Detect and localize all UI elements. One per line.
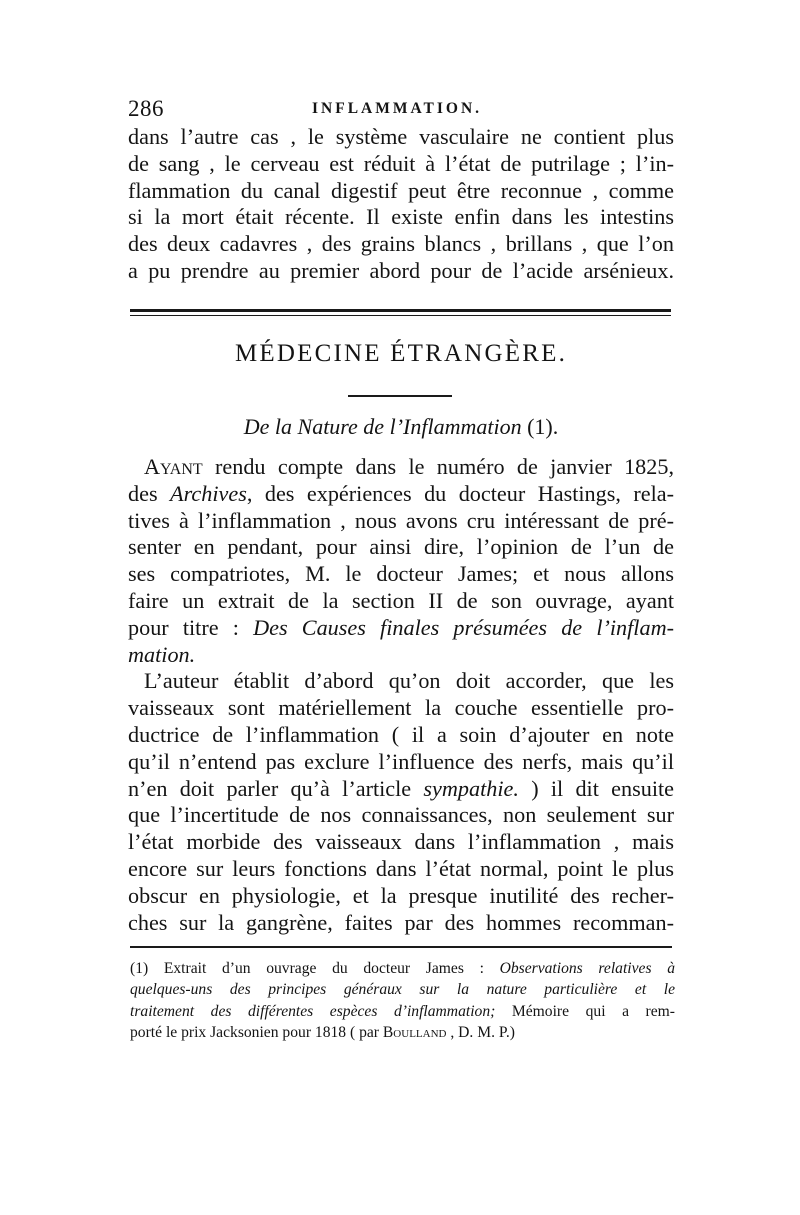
text-segment: Mémoire qui a rem- xyxy=(495,1002,675,1020)
drop-word: Ayant xyxy=(144,454,203,479)
article-body xyxy=(128,454,674,936)
article-title xyxy=(128,414,674,440)
text-line: si la mort était récente. Il existe enfin dans les intestins xyxy=(128,204,674,230)
text-segment: Observations relatives à xyxy=(499,960,676,977)
text-segment: , D. M. P.) xyxy=(446,1024,515,1042)
text-segment: des xyxy=(128,480,171,506)
text-segment: porté le prix Jacksonien pour 1818 ( par xyxy=(130,1024,383,1042)
divider-thick-rule xyxy=(130,309,671,312)
text-line xyxy=(128,776,674,803)
text-line: L’auteur établit d’abord qu’on doit accorder, que les xyxy=(144,668,674,694)
text-line: faire un extrait de la section II de son ouvrage, ayant xyxy=(128,587,674,613)
article-title-text: De la Nature de l’Inflammation xyxy=(243,414,522,439)
text-line: que l’incertitude de nos connaissances, non seulement sur xyxy=(128,802,674,828)
text-line: dans l’autre cas , le système vasculaire ne contient plus xyxy=(128,124,674,149)
text-segment: ) il dit ensuite xyxy=(518,775,674,801)
divider-thin-rule xyxy=(130,315,671,316)
text-line: obscur en physiologie, et la presque inutilité des recher- xyxy=(128,882,674,908)
text-line: des deux cadavres , des grains blancs , brillans , que l’on xyxy=(128,231,674,257)
text-line: ches sur la gangrène, faites par des hommes recomman- xyxy=(128,909,674,935)
text-line: encore sur leurs fonctions dans l’état normal, point le plus xyxy=(128,855,674,881)
text-line: vaisseaux sont matériellement la couche essentielle pro- xyxy=(128,695,674,721)
work-title-end: mation. xyxy=(128,641,196,667)
text-segment: traitement des différentes espèces d’inflammation; xyxy=(130,1002,496,1020)
intro-paragraph xyxy=(128,124,674,285)
footnote xyxy=(130,958,675,1044)
footnote-line xyxy=(130,979,675,1000)
page-number: 286 xyxy=(128,96,164,121)
journal-title: Archives xyxy=(170,480,247,506)
text-segment: (1) Extrait d’un ouvrage du docteur James : xyxy=(130,960,500,977)
text-segment: , des expériences du docteur Hastings, rela- xyxy=(246,480,675,506)
text-line: de sang , le cerveau est réduit à l’état de putrilage ; l’in- xyxy=(128,150,674,176)
text-line xyxy=(128,454,674,481)
text-line: a pu prendre au premier abord pour de l’acide arsénieux. xyxy=(128,257,674,283)
section-title: MÉDECINE ÉTRANGÈRE. xyxy=(234,340,568,367)
title-underline-rule xyxy=(348,395,452,397)
footnote-line xyxy=(130,1022,675,1043)
text-segment: rendu compte dans le numéro de janvier 1825, xyxy=(202,454,674,479)
footnote-line xyxy=(130,958,675,979)
text-line: senter en pendant, pour ainsi dire, l’opinion de l’un de xyxy=(128,534,674,560)
text-line xyxy=(128,615,674,642)
text-line: qu’il n’entend pas exclure l’influence des nerfs, mais qu’il xyxy=(128,748,674,774)
text-line: ductrice de l’inflammation ( il a soin d’ajouter en note xyxy=(128,721,674,747)
author-name: Boulland xyxy=(382,1024,447,1042)
text-line: ses compatriotes, M. le docteur James; et nous allons xyxy=(128,561,674,587)
text-line xyxy=(128,642,674,669)
footnote-rule xyxy=(130,946,672,948)
work-title: Des Causes finales présumées de l’inflam- xyxy=(253,614,674,640)
text-line: l’état morbide des vaisseaux dans l’inflammation , mais xyxy=(128,829,674,855)
italic-term: sympathie. xyxy=(423,775,519,801)
running-title: INFLAMMATION. xyxy=(312,100,483,117)
text-line: tives à l’inflammation , nous avons cru intéressant de pré- xyxy=(128,507,674,533)
running-head xyxy=(128,96,668,126)
footnote-reference: (1). xyxy=(527,414,559,439)
text-line xyxy=(128,481,674,508)
section-divider xyxy=(130,309,671,316)
text-segment: quelques-uns des principes généraux sur la nature particulière et le xyxy=(130,981,675,999)
footnote-line xyxy=(130,1001,675,1022)
text-segment: pour titre : xyxy=(128,614,254,640)
text-segment: n’en doit parler qu’à l’article xyxy=(128,775,424,801)
text-line: flammation du canal digestif peut être reconnue , comme xyxy=(128,177,674,203)
